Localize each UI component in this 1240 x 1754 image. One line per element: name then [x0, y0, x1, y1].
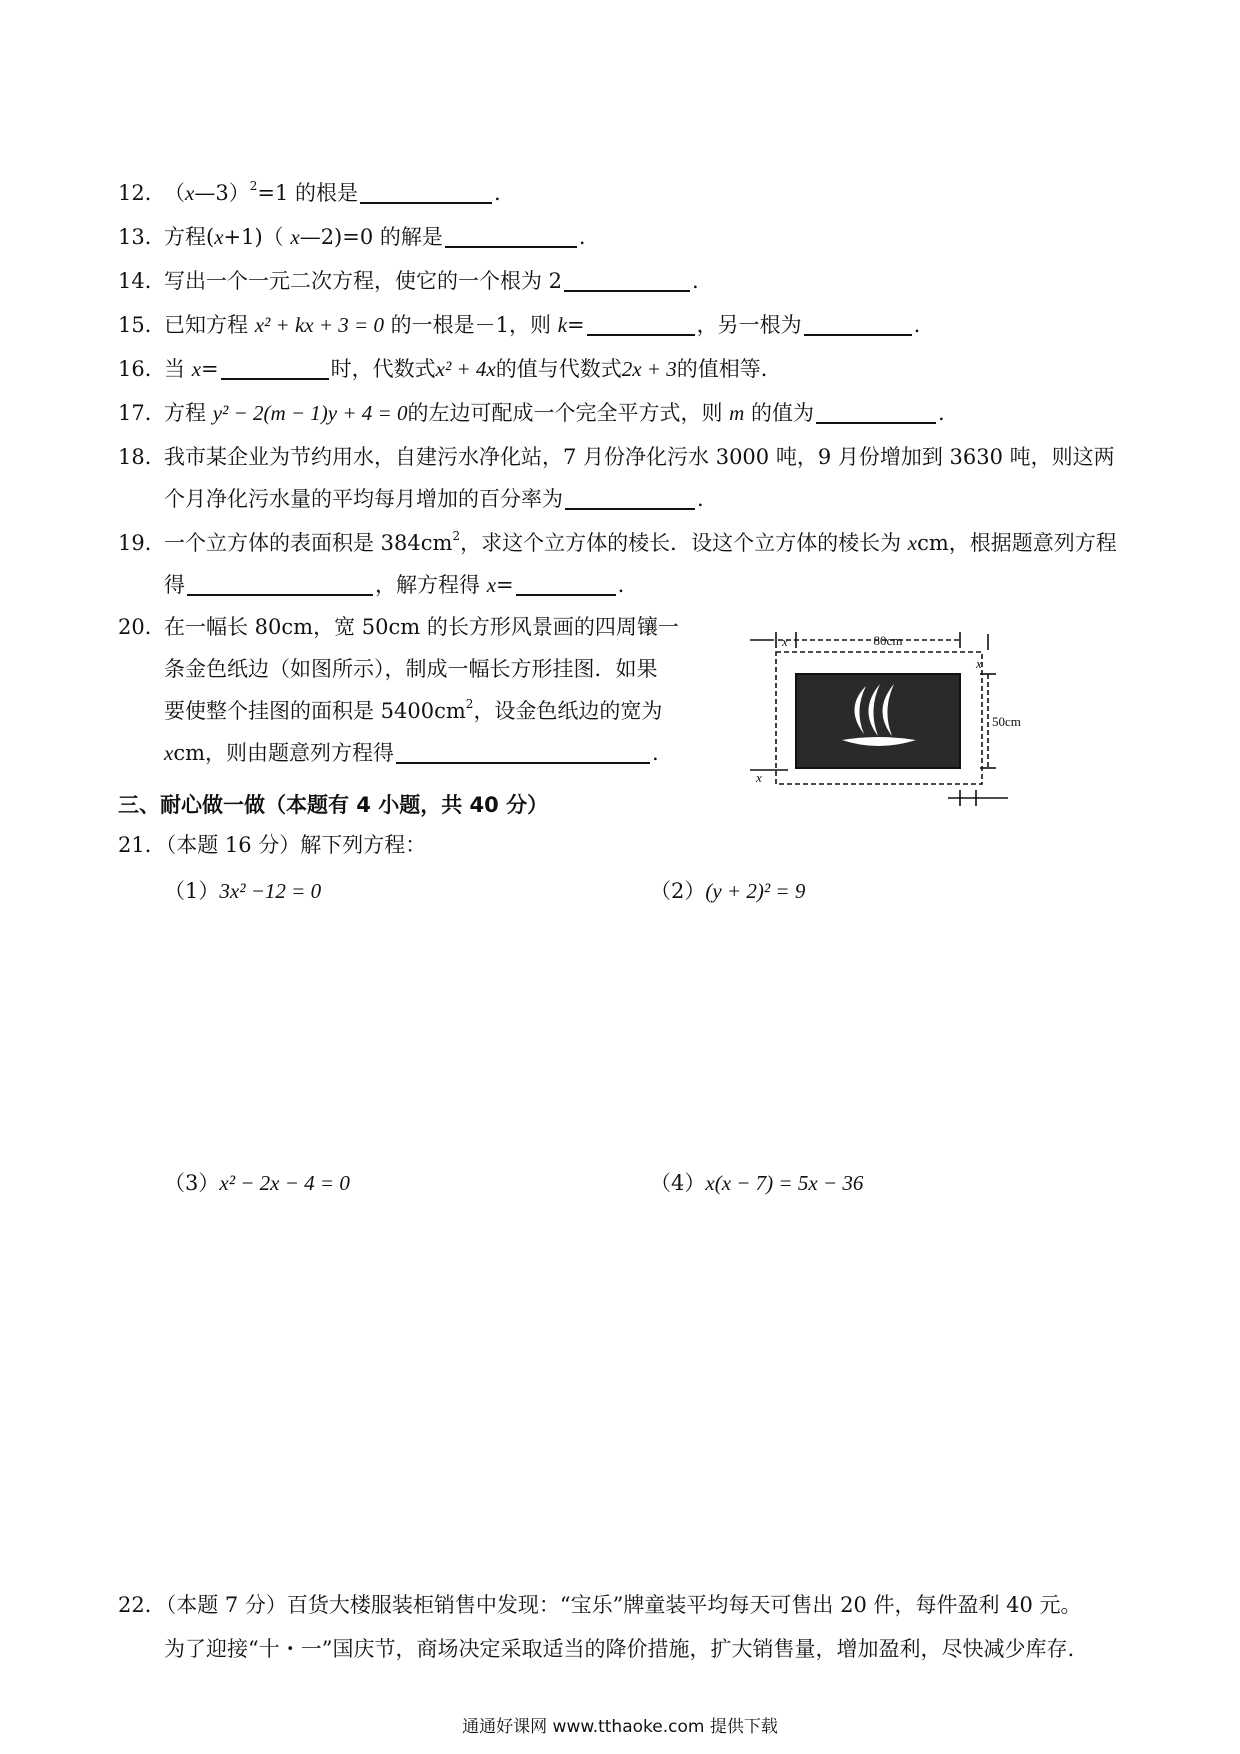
- question-20-line-2: [164, 654, 658, 684]
- question-18: [118, 442, 1115, 472]
- q21-part-4: [650, 1168, 863, 1198]
- question-12: [118, 178, 501, 208]
- question-number: 16．: [118, 357, 166, 381]
- question-16: [118, 354, 782, 384]
- q21-part-1: [164, 876, 321, 906]
- q21-part-3: [164, 1168, 350, 1198]
- q14-text: 写出一个一元二次方程，使它的一个根为 2: [164, 269, 563, 293]
- question-18-line-2: [164, 484, 704, 514]
- q15-end: .: [913, 313, 921, 337]
- q17-text-c: 的值为: [744, 401, 815, 425]
- q19-text-solve: ，解方程得: [375, 573, 487, 597]
- q20-line-2: 条金色纸边（如图所示），制成一幅长方形挂图．如果: [164, 657, 658, 681]
- question-13: [118, 222, 586, 252]
- q13-text-b: +1)（: [223, 225, 291, 249]
- part-equation: 3x² −12 = 0: [219, 879, 322, 903]
- q19-exponent: 2: [452, 529, 461, 543]
- q15-text-d: ，另一根为: [696, 313, 802, 337]
- answer-blank-x[interactable]: [516, 572, 616, 596]
- q20-end: .: [652, 741, 659, 765]
- answer-blank[interactable]: [565, 486, 695, 510]
- q22-line-2: 为了迎接“十・一”国庆节，商场决定采取适当的降价措施，扩大销售量，增加盈利，尽快减少库存.: [164, 1637, 1075, 1661]
- q22-line-1: 22．（本题 7 分）百货大楼服装柜销售中发现：“宝乐”牌童装平均每天可售出 20 件，每件盈利 40 元。: [118, 1593, 1082, 1617]
- answer-blank[interactable]: [221, 356, 329, 380]
- q12-text-a: （: [164, 181, 185, 205]
- question-19: [118, 528, 1117, 558]
- x-label-bottom: x: [756, 770, 762, 785]
- question-22-line-2: [164, 1634, 1074, 1664]
- section-heading: 三、耐心做一做（本题有 4 小题，共 40 分）: [118, 793, 549, 817]
- q20-exponent: 2: [465, 697, 474, 711]
- q13-text-a: 方程(: [164, 225, 215, 249]
- answer-blank[interactable]: [396, 740, 650, 764]
- q16-expression-1: x² + 4x: [435, 357, 496, 381]
- picture-frame-figure: [748, 630, 1021, 808]
- q19-text-b: ，求这个立方体的棱长．设这个立方体的棱长为: [460, 531, 908, 555]
- question-19-line-2: [164, 570, 624, 600]
- q16-text-d: 的值与代数式: [495, 357, 622, 381]
- q20-line-4: cm，则由题意列方程得: [173, 741, 395, 765]
- q15-equation: x² + kx + 3 = 0: [254, 313, 384, 337]
- q12-text-c: =1 的根是: [257, 181, 358, 205]
- question-number: 12．: [118, 181, 166, 205]
- q16-text-a: 当: [164, 357, 192, 381]
- question-number: 19．: [118, 531, 166, 555]
- q19-end: .: [617, 573, 625, 597]
- part-equation: (y + 2)² = 9: [705, 879, 806, 903]
- answer-blank-k[interactable]: [587, 312, 695, 336]
- q19-text-eq: =: [496, 573, 514, 597]
- part-label: （1）: [164, 879, 220, 903]
- q15-var-k: k: [557, 313, 568, 337]
- q19-var-x: x: [486, 573, 497, 597]
- question-20-line-3: [164, 696, 662, 726]
- q19-text-a: 一个立方体的表面积是 384cm: [164, 531, 453, 555]
- q17-text-b: 的左边可配成一个完全平方式，则: [407, 401, 730, 425]
- q15-text-c: =: [567, 313, 585, 337]
- question-number: 15．: [118, 313, 166, 337]
- q15-text-b: 的一根是－1，则: [383, 313, 558, 337]
- part-label: （4）: [650, 1171, 706, 1195]
- q20-var-x: x: [164, 741, 174, 765]
- q12-var-x: x: [185, 181, 195, 205]
- answer-blank-root[interactable]: [804, 312, 912, 336]
- q18-line-2: 个月净化污水量的平均每月增加的百分率为: [164, 487, 563, 511]
- q13-end: .: [578, 225, 586, 249]
- page-footer: 通通好课网 www.tthaoke.com 提供下载: [462, 1717, 778, 1737]
- q21-part-2: [650, 876, 805, 906]
- q18-end: .: [697, 487, 704, 511]
- question-20-line-4: [164, 738, 659, 768]
- question-number: 20．: [118, 615, 166, 639]
- question-17: [118, 398, 945, 428]
- q15-text-a: 已知方程: [164, 313, 255, 337]
- q13-var-x: x: [214, 225, 224, 249]
- q16-text-c: 时，代数式: [330, 357, 436, 381]
- part-label: （3）: [164, 1171, 220, 1195]
- q12-exponent: 2: [249, 179, 258, 193]
- width-label: 80cm: [873, 633, 903, 648]
- answer-blank-equation[interactable]: [187, 572, 373, 596]
- q12-text-b: —3）: [194, 181, 250, 205]
- q20-line-3a: 要使整个挂图的面积是 5400cm: [164, 699, 466, 723]
- q13-text-c: —2)=0 的解是: [299, 225, 443, 249]
- q18-line-1: 我市某企业为节约用水，自建污水净化站，7 月份净化污水 3000 吨，9 月份增加到 3630 吨，则这两: [164, 445, 1115, 469]
- part-equation: x² − 2x − 4 = 0: [219, 1171, 350, 1195]
- x-label-top: x: [782, 634, 788, 649]
- q16-expression-2: 2x + 3: [621, 357, 677, 381]
- part-label: （2）: [650, 879, 706, 903]
- q21-heading: 21．（本题 16 分）解下列方程：: [118, 833, 427, 857]
- q16-text-e: 的值相等．: [676, 357, 782, 381]
- height-label: 50cm: [992, 714, 1021, 729]
- answer-blank[interactable]: [816, 400, 936, 424]
- q12-end: .: [493, 181, 501, 205]
- q17-text-a: 方程: [164, 401, 213, 425]
- q17-var-m: m: [729, 401, 745, 425]
- question-number: 18．: [118, 445, 166, 469]
- answer-blank[interactable]: [564, 268, 690, 292]
- q20-line-1: 在一幅长 80cm，宽 50cm 的长方形风景画的四周镶一: [164, 615, 679, 639]
- question-number: 13．: [118, 225, 166, 249]
- x-label-right: x: [976, 656, 982, 671]
- q19-text-c: cm，根据题意列方程: [917, 531, 1117, 555]
- part-equation: x(x − 7) = 5x − 36: [705, 1171, 864, 1195]
- q17-end: .: [938, 401, 945, 425]
- answer-blank[interactable]: [360, 180, 492, 204]
- q17-equation: y² − 2(m − 1)y + 4 = 0: [212, 401, 408, 425]
- question-number: 17．: [118, 401, 166, 425]
- question-20: [118, 612, 679, 642]
- q16-text-b: =: [201, 357, 219, 381]
- question-22: [118, 1590, 1082, 1620]
- question-21: [118, 830, 426, 860]
- q13-var-x: x: [290, 225, 300, 249]
- q19-var-x: x: [907, 531, 918, 555]
- question-14: [118, 266, 699, 296]
- q14-end: .: [692, 269, 699, 293]
- q19-text-de: 得: [164, 573, 185, 597]
- q16-var-x: x: [191, 357, 202, 381]
- answer-blank[interactable]: [445, 224, 577, 248]
- question-15: [118, 310, 920, 340]
- question-number: 14．: [118, 269, 166, 293]
- q20-line-3b: ，设金色纸边的宽为: [473, 699, 663, 723]
